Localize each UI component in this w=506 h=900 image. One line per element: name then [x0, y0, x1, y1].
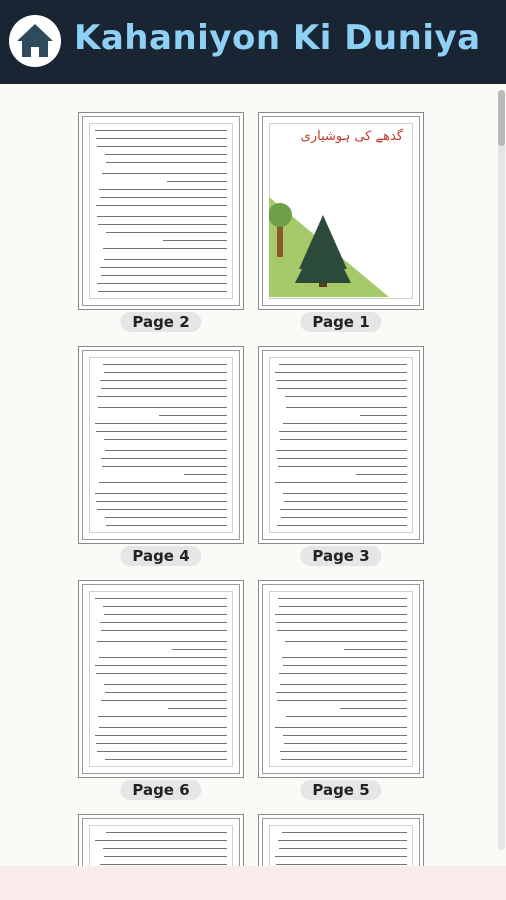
text-line [282, 657, 407, 658]
text-line [172, 649, 227, 650]
page-label: Page 1 [300, 312, 381, 332]
text-line [100, 267, 227, 268]
page-thumbnail[interactable] [82, 818, 240, 866]
text-line [278, 598, 407, 599]
text-line [101, 458, 227, 459]
text-line [101, 275, 227, 276]
text-line [101, 700, 227, 701]
text-block [89, 357, 233, 533]
text-line [159, 415, 227, 416]
text-block [269, 357, 413, 533]
text-line [276, 692, 407, 693]
text-line [279, 364, 407, 365]
text-line [283, 493, 407, 494]
text-line [283, 423, 407, 424]
page-label: Page 2 [120, 312, 201, 332]
text-line [95, 493, 227, 494]
page-cell[interactable] [82, 350, 240, 570]
page-thumbnail[interactable] [262, 818, 420, 866]
home-icon[interactable] [8, 14, 62, 68]
text-line [281, 759, 407, 760]
text-line [279, 848, 407, 849]
page-cell[interactable] [82, 116, 240, 336]
text-line [168, 708, 227, 709]
text-line [96, 673, 227, 674]
app-bar [0, 0, 506, 84]
text-line [106, 525, 227, 526]
text-line [284, 501, 407, 502]
page-cell[interactable] [262, 584, 420, 804]
text-line [103, 364, 227, 365]
text-line [97, 396, 227, 397]
text-line [280, 439, 407, 440]
app-title: Kahaniyon Ki Duniya [74, 18, 481, 58]
text-line [106, 832, 227, 833]
text-line [360, 415, 407, 416]
text-line [103, 248, 227, 249]
text-line [275, 856, 407, 857]
text-line [95, 840, 227, 841]
text-line [100, 380, 227, 381]
page-thumbnail[interactable] [82, 584, 240, 774]
text-line [101, 388, 227, 389]
text-line [167, 181, 227, 182]
text-line [163, 240, 227, 241]
text-line [276, 450, 407, 451]
text-line [275, 372, 407, 373]
page-thumbnail[interactable] [262, 350, 420, 540]
page-label: Page 6 [120, 780, 201, 800]
text-line [280, 751, 407, 752]
text-line [283, 735, 407, 736]
text-block [269, 591, 413, 767]
text-line [105, 517, 227, 518]
text-line [104, 439, 227, 440]
text-line [275, 727, 407, 728]
text-line [280, 684, 407, 685]
page-thumbnail[interactable] [262, 584, 420, 774]
text-line [104, 259, 227, 260]
page-cell[interactable] [82, 818, 240, 866]
scrollbar[interactable] [498, 90, 505, 850]
scroll-thumb[interactable] [498, 90, 505, 146]
text-line [95, 598, 227, 599]
text-line [285, 641, 407, 642]
text-line [98, 716, 227, 717]
text-line [98, 291, 227, 292]
text-line [104, 614, 227, 615]
text-line [286, 716, 407, 717]
text-line [276, 380, 407, 381]
text-line [105, 692, 227, 693]
cover-title: گدھے کی ہوشیاری [300, 129, 403, 144]
text-line [280, 509, 407, 510]
text-line [104, 684, 227, 685]
text-line [104, 856, 227, 857]
text-line [96, 205, 227, 206]
page-thumbnail[interactable] [82, 350, 240, 540]
text-line [99, 189, 227, 190]
text-line [283, 665, 407, 666]
text-line [97, 283, 227, 284]
text-line [103, 606, 227, 607]
text-block [269, 825, 413, 866]
text-line [97, 509, 227, 510]
text-line [95, 735, 227, 736]
text-line [100, 622, 227, 623]
text-line [356, 474, 407, 475]
text-line [279, 431, 407, 432]
text-line [340, 708, 407, 709]
text-line [275, 482, 407, 483]
text-line [97, 751, 227, 752]
text-line [105, 450, 227, 451]
text-block [89, 123, 233, 299]
page-label: Page 5 [300, 780, 381, 800]
page-cell[interactable] [262, 818, 420, 866]
text-line [282, 832, 407, 833]
text-line [98, 407, 227, 408]
text-line [286, 407, 407, 408]
text-line [97, 641, 227, 642]
text-line [275, 614, 407, 615]
text-line [95, 665, 227, 666]
text-line [100, 197, 227, 198]
text-line [184, 474, 227, 475]
text-line [95, 423, 227, 424]
text-block [89, 825, 233, 866]
text-line [102, 466, 227, 467]
text-line [103, 848, 227, 849]
page-label: Page 4 [120, 546, 201, 566]
text-line [105, 759, 227, 760]
text-line [98, 224, 227, 225]
cover-illustration [269, 197, 389, 297]
text-block [89, 591, 233, 767]
text-line [281, 517, 407, 518]
text-line [278, 466, 407, 467]
text-line [278, 840, 407, 841]
text-line [96, 501, 227, 502]
text-line [97, 146, 227, 147]
text-line [99, 482, 227, 483]
text-line [284, 743, 407, 744]
text-line [96, 138, 227, 139]
page-thumbnail[interactable] [262, 116, 420, 306]
page-label: Page 3 [300, 546, 381, 566]
text-line [99, 657, 227, 658]
text-line [96, 431, 227, 432]
text-line [106, 162, 227, 163]
text-line [96, 743, 227, 744]
text-line [277, 458, 407, 459]
text-line [285, 396, 407, 397]
text-line [102, 173, 227, 174]
page-cell[interactable] [262, 350, 420, 570]
text-line [277, 525, 407, 526]
text-line [95, 130, 227, 131]
text-line [97, 216, 227, 217]
text-line [277, 700, 407, 701]
text-line [279, 606, 407, 607]
text-line [101, 630, 227, 631]
page-cell[interactable] [262, 116, 420, 336]
page-grid [0, 84, 506, 866]
text-line [276, 622, 407, 623]
text-line [277, 630, 407, 631]
text-line [344, 649, 407, 650]
page-thumbnail[interactable] [82, 116, 240, 306]
text-line [277, 388, 407, 389]
bottom-bar [0, 866, 506, 900]
text-line [99, 727, 227, 728]
text-line [105, 154, 227, 155]
text-line [106, 232, 227, 233]
page-cell[interactable] [82, 584, 240, 804]
text-line [104, 372, 227, 373]
text-line [279, 673, 407, 674]
